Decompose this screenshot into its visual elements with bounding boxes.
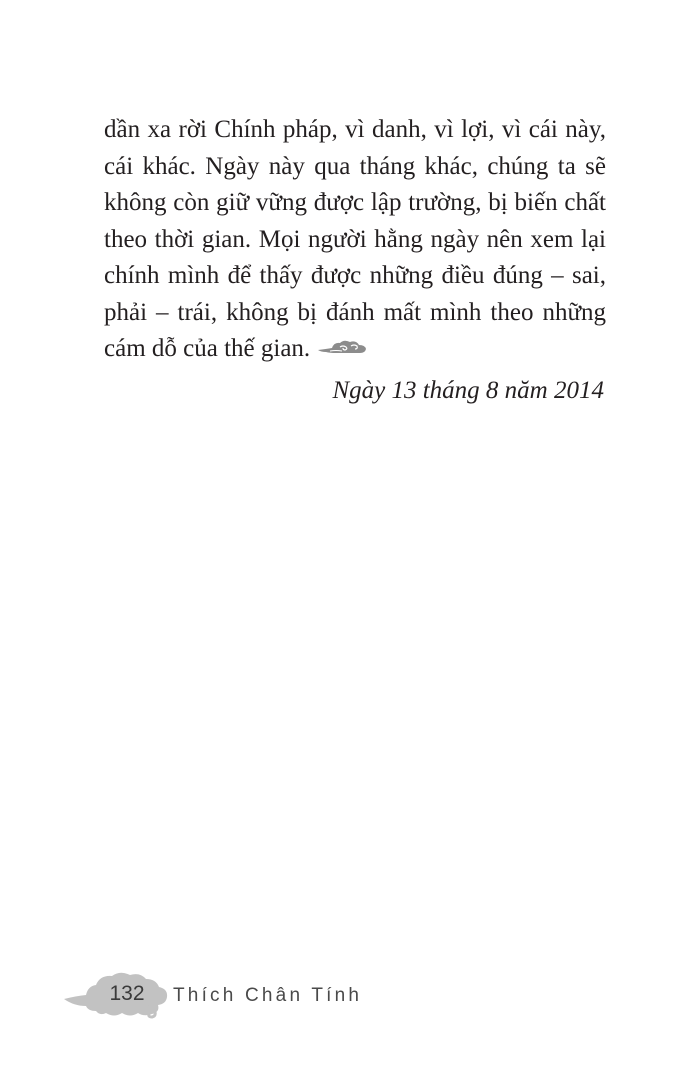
body-paragraph xyxy=(104,112,606,368)
text-line: phải – trái, không bị đánh mất mình theo những xyxy=(104,298,606,326)
running-footer-author: Thích Chân Tính xyxy=(173,985,363,1006)
text-line: chính mình để thấy được những điều đúng – sai, xyxy=(104,262,606,289)
text-line: không còn giữ vững được lập trường, bị biến chất xyxy=(104,189,606,216)
signature-date: Ngày 13 tháng 8 năm 2014 xyxy=(332,377,604,404)
page-footer xyxy=(62,966,382,1022)
page-number: 132 xyxy=(109,982,145,1005)
text-line: dần xa rời Chính pháp, vì danh, vì lợi, vì cái này, xyxy=(104,116,606,143)
cloud-ornament-icon xyxy=(316,337,368,357)
text-line-last xyxy=(104,331,606,368)
text-line: theo thời gian. Mọi người hằng ngày nên xem lại xyxy=(104,225,606,253)
text-line: cái khác. Ngày này qua tháng khác, chúng ta sẽ xyxy=(104,152,606,180)
text-line-content: cám dỗ của thế gian. xyxy=(104,335,311,362)
